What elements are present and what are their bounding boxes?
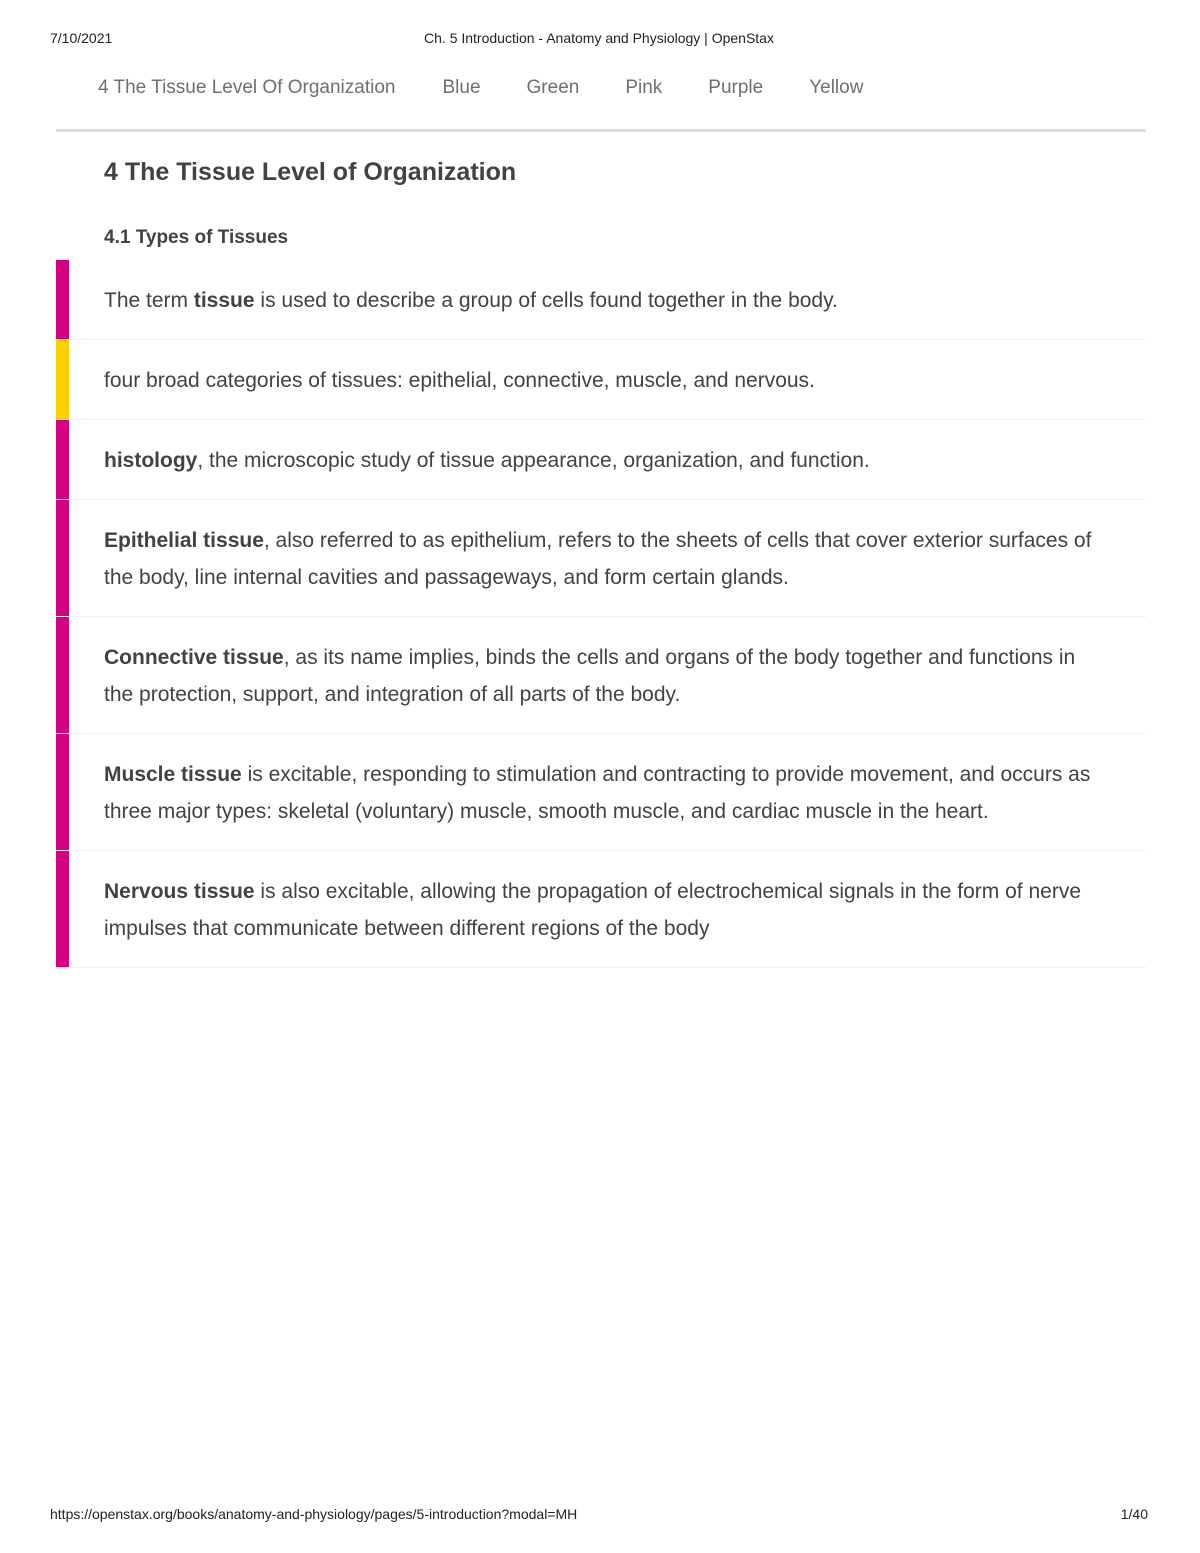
highlight-item[interactable] <box>56 851 1146 968</box>
filter-blue[interactable]: Blue <box>442 77 481 98</box>
highlight-color-bar <box>56 617 69 733</box>
filter-purple[interactable]: Purple <box>708 77 764 98</box>
chapter-title: 4 The Tissue Level of Organization <box>104 158 517 186</box>
highlight-text-part: , the microscopic study of tissue appearance, organization, and function. <box>197 449 870 472</box>
filter-green[interactable]: Green <box>526 77 580 98</box>
highlight-text <box>104 639 1106 713</box>
highlight-term: tissue <box>193 289 255 312</box>
highlight-text-part: , also referred to as epithelium, refers to the sheets of cells that cover exterior surfaces of the body, line internal cavities and passageways, and form certain glands. <box>104 529 1092 589</box>
filter-yellow[interactable]: Yellow <box>809 77 864 98</box>
highlight-term: Nervous tissue <box>104 880 255 903</box>
filter-chapter[interactable]: 4 The Tissue Level Of Organization <box>98 77 396 98</box>
highlight-text-part: , as its name implies, binds the cells and organs of the body together and functions in the protection, support, and integration of all parts of the body. <box>104 646 1076 706</box>
highlight-term: Epithelial tissue <box>104 529 264 552</box>
highlight-filter-bar <box>98 74 909 102</box>
print-header <box>50 30 1148 48</box>
highlight-term: Connective tissue <box>104 646 284 669</box>
highlight-item[interactable] <box>56 340 1146 420</box>
print-page-number: 1/40 <box>1120 1506 1148 1522</box>
section-title: 4.1 Types of Tissues <box>104 227 289 248</box>
highlight-text <box>104 873 1106 947</box>
highlight-text <box>104 756 1106 830</box>
highlight-term: histology <box>104 449 198 472</box>
print-date: 7/10/2021 <box>50 30 113 46</box>
highlight-color-bar <box>56 340 69 419</box>
highlight-color-bar <box>56 734 69 850</box>
highlight-text-part: four broad categories of tissues: epithelial, connective, muscle, and nervous. <box>104 369 815 392</box>
highlight-color-bar <box>56 260 69 339</box>
highlight-text-part: The term <box>104 289 194 312</box>
print-page-title: Ch. 5 Introduction - Anatomy and Physiology | OpenStax <box>424 30 774 46</box>
highlight-text-part: is excitable, responding to stimulation and contracting to provide movement, and occurs as three major types: skeletal (voluntary) muscle, smooth muscle, and cardiac muscle in the heart. <box>104 763 1091 823</box>
highlight-text-part: is used to describe a group of cells found together in the body. <box>254 289 838 312</box>
highlight-text <box>104 362 1106 399</box>
highlight-item[interactable] <box>56 500 1146 617</box>
highlight-item[interactable] <box>56 420 1146 500</box>
highlight-color-bar <box>56 420 69 499</box>
highlight-term: Muscle tissue <box>104 763 242 786</box>
highlight-item[interactable] <box>56 734 1146 851</box>
print-footer <box>50 1506 1148 1524</box>
highlight-text <box>104 522 1106 596</box>
highlight-color-bar <box>56 851 69 967</box>
highlight-color-bar <box>56 500 69 616</box>
highlight-text <box>104 282 1106 319</box>
highlight-item[interactable] <box>56 260 1146 340</box>
filter-pink[interactable]: Pink <box>625 77 663 98</box>
print-url: https://openstax.org/books/anatomy-and-physiology/pages/5-introduction?modal=MH <box>50 1506 578 1522</box>
filter-divider <box>56 129 1146 132</box>
highlight-item[interactable] <box>56 617 1146 734</box>
highlight-text <box>104 442 1106 479</box>
highlights-list <box>56 260 1146 968</box>
highlight-text-part: is also excitable, allowing the propagation of electrochemical signals in the form of nerve impulses that communicate between different regions of the body <box>104 880 1082 940</box>
